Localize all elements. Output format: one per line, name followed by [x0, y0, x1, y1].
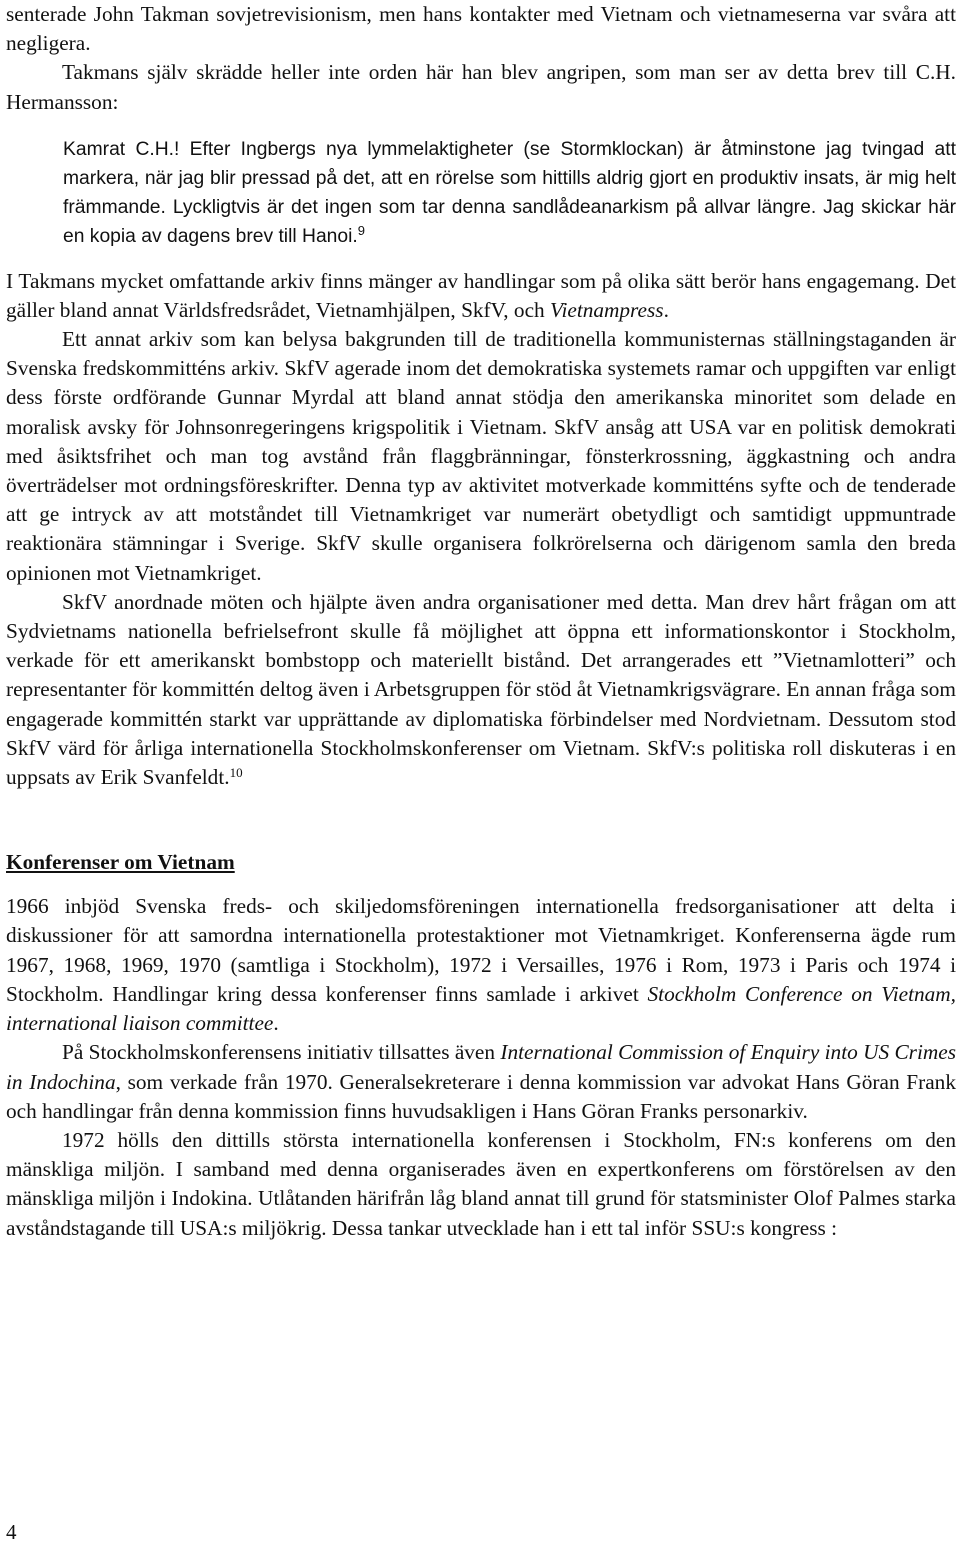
paragraph-conferences-text: 1966 inbjöd Svenska freds- och skiljedomsföreningen internationella fredsorganisationer att delta i diskussioner för att samordna internationella protestaktioner mot Vietnamkriget. Konferenserna ägde rum 1967, 1968, 1969, 1970 (samtliga i Stockholm), 1972 i Versailles, 1976 i Rom, 1973 i Paris och 1974 i Stockholm. Handlingar kring dessa konferenser finns samlade i arkivet	[6, 894, 956, 1006]
paragraph-archive	[6, 267, 956, 325]
paragraph-skfv-meetings-text: SkfV anordnade möten och hjälpte även andra organisationer med detta. Man drev hårt frågan om att Sydvietnams nationella befrielsefront skulle få möjlighet att öppna ett informationskontor i Stockholm, verkade för ett amerikanskt bombstopp och materiellt bistånd. Det arrangerades ett ”Vietnamlotteri” och representanter för kommittén deltog även i Arbetsgruppen för stöd åt Vietnamkrigsvägrare. En annan fråga som engagerade kommittén starkt var upprättande av diplomatiska förbindelser med Nordvietnam. Dessutom stod SkfV värd för årliga internationella Stockholmskonferenser om Vietnam. SkfV:s politiska roll diskuteras i en uppsats av Erik Svanfeldt.	[6, 589, 956, 790]
period: .	[273, 1011, 279, 1036]
period: .	[663, 297, 669, 322]
paragraph-un-conference: 1972 hölls den dittills största internationella konferensen i Stockholm, FN:s konferens om den mänskliga miljön. I samband med denna organiserades även en expertkonferens om förstörelsen av den mänskliga miljön i Indokina. Utlåtanden härifrån låg bland annat till grund för statsminister Olof Palmes starka avståndstagande till USA:s miljökrig. Dessa tankar utvecklade han i ett tal inför SSU:s kongress :	[6, 1127, 956, 1240]
document-page	[6, 0, 956, 1243]
footnote-ref-9: 9	[357, 223, 365, 239]
block-quote	[63, 135, 956, 252]
commission-title: International Commission of Enquiry into US Crimes in Indochina	[6, 1040, 956, 1094]
page-number: 4	[6, 1520, 17, 1544]
intro-paragraph-continued: senterade John Takman sovjetrevisionism, men hans kontakter med Vietnam och vietnameserna var svåra att negligera.	[6, 2, 956, 56]
vietnampress-title: Vietnampress	[550, 297, 664, 322]
paragraph-skfv: Ett annat arkiv som kan belysa bakgrunden till de traditionella kommunisternas ställningstaganden är Svenska fredskommitténs arkiv. SkfV agerade inom det demokratiska systemets ramar och uppgiften var enligt dess förste ordförande Gunnar Myrdal att bland annat stödja den amerikanska minoritet som delade en moralisk avsky för Johnsonregeringens krigspolitik i Vietnam. SkfV ansåg att USA var en politisk demokrati med åsiktsfrihet och man tog avstånd från flaggbränningar, fönsterkrossning, äggkastning och andra överträdelser mot ordningsföreskrifter. Denna typ av aktivitet motverkade kommitténs syfte och de tenderade att ge intryck av att motståndet till Vietnamkriget var numerärt obetydligt och samtidigt uppmuntrade reaktionära stämningar i Sverige. SkfV skulle organisera folkrörelserna och därigenom samla den breda opinionen mot Vietnamkriget.	[6, 327, 956, 585]
paragraph-commission-text-b: , som verkade från 1970. Generalsekreterare i denna kommission var advokat Hans Göran Frank och handlingar från denna kommission finns huvudsakligen i Hans Göran Franks personarkiv.	[6, 1069, 956, 1123]
paragraph-skfv-meetings	[6, 588, 956, 792]
paragraph-commission-text-a: På Stockholmskonferensens initiativ tillsattes även	[62, 1040, 501, 1065]
intro-paragraph: Takmans själv skrädde heller inte orden här han blev angripen, som man ser av detta brev till C.H. Hermansson:	[6, 60, 956, 114]
paragraph-conferences	[6, 892, 956, 1038]
paragraph-archive-text: I Takmans mycket omfattande arkiv finns mänger av handlingar som på olika sätt berör hans engagemang. Det gäller bland annat Världsfredsrådet, Vietnamhjälpen, SkfV, och	[6, 268, 956, 322]
footnote-ref-10: 10	[229, 765, 243, 781]
paragraph-commission	[6, 1038, 956, 1126]
archive-title: Stockholm Conference on Vietnam, international liaison committee	[6, 981, 956, 1036]
section-heading: Konferenser om Vietnam	[6, 850, 235, 875]
quote-text: Kamrat C.H.! Efter Ingbergs nya lymmelaktigheter (se Stormklockan) är åtminstone jag tvingad att markera, när jag blir pressad på det, att en rörelse som hittills aldrig gjort en produktiv insats, är mig helt främmande. Lyckligtvis är det ingen som tar denna sandlådeanarkism på allvar längre. Jag skickar här en kopia av dagens brev till Hanoi.	[63, 138, 956, 248]
